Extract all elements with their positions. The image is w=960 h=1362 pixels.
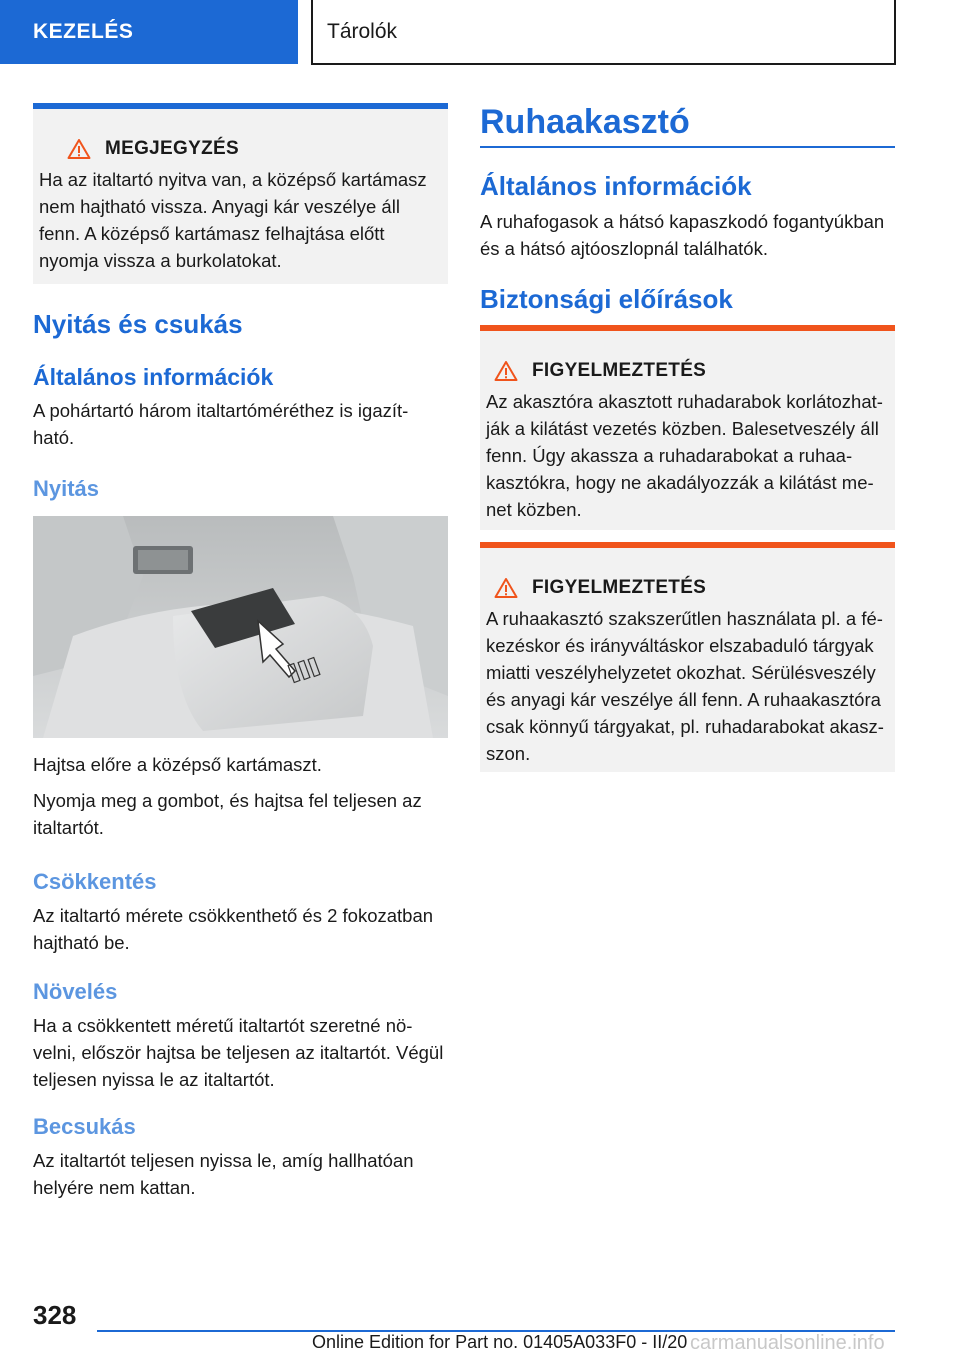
watermark: carmanualsonline.info bbox=[690, 1332, 885, 1354]
armrest-photo bbox=[33, 516, 448, 738]
warning-line: csak könnyű tárgyakat, pl. ruhadarabokat akasz- bbox=[486, 716, 884, 737]
general-text-right bbox=[480, 208, 900, 262]
edition-text: Online Edition for Part no. 01405A033F0 - II/20 bbox=[312, 1332, 688, 1352]
chapter-tab[interactable] bbox=[0, 0, 298, 64]
open-text bbox=[33, 751, 453, 841]
heading-safety: Biztonsági előírások bbox=[480, 284, 733, 314]
warning-text-1 bbox=[486, 388, 889, 523]
warning-box-1 bbox=[480, 325, 895, 530]
warning-line: net közben. bbox=[486, 499, 582, 520]
warning-line: fenn. Úgy akassza a ruhadarabokat a ruhaa- bbox=[486, 445, 853, 466]
heading-increase: Növelés bbox=[33, 979, 118, 1004]
heading-open-close: Nyitás és csukás bbox=[33, 309, 243, 339]
text-line: Az italtartó mérete csökkenthető és 2 fokozatban bbox=[33, 905, 434, 926]
warning-line: kezéskor és irányváltáskor elszabaduló tárgyak bbox=[486, 635, 874, 656]
note-line: nem hajtható vissza. Anyagi kár veszélye áll bbox=[39, 196, 400, 217]
warning-triangle-icon bbox=[494, 360, 518, 382]
heading-close: Becsukás bbox=[33, 1114, 136, 1139]
heading-rule bbox=[480, 146, 895, 148]
note-text bbox=[39, 166, 442, 274]
text-line: Ha a csökkentett méretű italtartót szeretné nö- bbox=[33, 1015, 413, 1036]
armrest-illustration bbox=[33, 516, 448, 738]
heading-coat-hook: Ruhaakasztó bbox=[480, 103, 690, 141]
note-box bbox=[33, 103, 448, 284]
text-line: Az italtartót teljesen nyissa le, amíg hallhatóan bbox=[33, 1150, 414, 1171]
note-line: nyomja vissza a burkolatokat. bbox=[39, 250, 282, 271]
note-header bbox=[39, 135, 442, 162]
warning-title-1: FIGYELMEZTETÉS bbox=[532, 360, 707, 381]
warning-header-2 bbox=[486, 574, 889, 601]
increase-text bbox=[33, 1012, 453, 1093]
warning-header-1 bbox=[486, 357, 889, 384]
warning-triangle-icon bbox=[494, 577, 518, 599]
heading-open: Nyitás bbox=[33, 476, 100, 501]
warning-line: miatti veszélyhelyzetet okozhat. Sérülésveszély bbox=[486, 662, 876, 683]
warning-text-2 bbox=[486, 605, 889, 767]
note-line: Ha az italtartó nyitva van, a középső kartámasz bbox=[39, 169, 427, 190]
warning-line: szon. bbox=[486, 743, 531, 764]
warning-line: kasztókra, hogy ne akadályozzák a kilátást me- bbox=[486, 472, 874, 493]
warning-title-2: FIGYELMEZTETÉS bbox=[532, 577, 707, 598]
text-line: hajtható be. bbox=[33, 932, 130, 953]
section-label: Tárolók bbox=[327, 19, 398, 43]
text-line: A ruhafogasok a hátsó kapaszkodó fogantyúkban bbox=[480, 211, 885, 232]
warning-triangle-icon bbox=[67, 138, 91, 160]
text-line: italtartót. bbox=[33, 817, 104, 838]
page-number: 328 bbox=[33, 1300, 77, 1330]
heading-reduce: Csökkentés bbox=[33, 869, 157, 894]
warning-box-2 bbox=[480, 542, 895, 772]
note-line: fenn. A középső kartámasz felhajtása előtt bbox=[39, 223, 385, 244]
text-line: Hajtsa előre a középső kartámaszt. bbox=[33, 754, 322, 775]
chapter-label: KEZELÉS bbox=[33, 20, 134, 43]
general-text-left bbox=[33, 397, 453, 451]
text-line: Nyomja meg a gombot, és hajtsa fel teljesen az bbox=[33, 790, 422, 811]
reduce-text bbox=[33, 902, 453, 956]
warning-line: ják a kilátást vezetés közben. Balesetveszély áll bbox=[486, 418, 879, 439]
warning-line: A ruhaakasztó szakszerűtlen használata pl. a fé- bbox=[486, 608, 883, 629]
text-line: teljesen nyissa le az italtartót. bbox=[33, 1069, 275, 1090]
warning-line: Az akasztóra akasztott ruhadarabok korlátozhat- bbox=[486, 391, 883, 412]
section-header bbox=[311, 0, 896, 65]
text-line: és a hátsó ajtóoszlopnál találhatók. bbox=[480, 238, 768, 259]
close-text bbox=[33, 1147, 453, 1201]
text-line: A pohártartó három italtartóméréthez is igazít- bbox=[33, 400, 409, 421]
warning-line: és anyagi kár veszélye áll fenn. A ruhaakasztóra bbox=[486, 689, 881, 710]
heading-general-info-left: Általános információk bbox=[33, 364, 274, 390]
text-line: helyére nem kattan. bbox=[33, 1177, 196, 1198]
text-line: velni, először hajtsa be teljesen az italtartót. Végül bbox=[33, 1042, 444, 1063]
text-line: ható. bbox=[33, 427, 75, 448]
note-title: MEGJEGYZÉS bbox=[105, 138, 239, 159]
heading-general-info-right: Általános információk bbox=[480, 171, 752, 201]
